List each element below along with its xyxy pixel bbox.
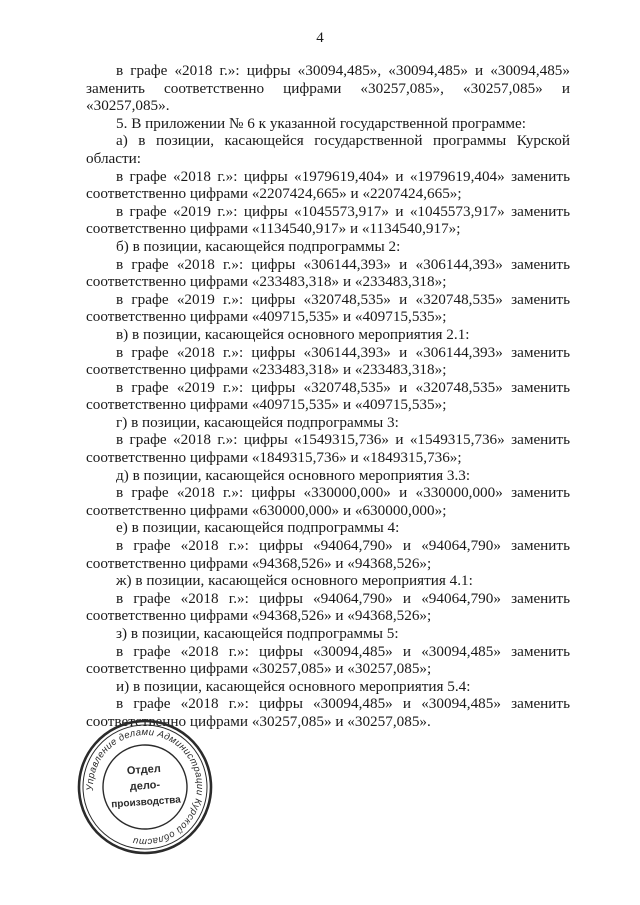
stamp-ring-text: Управление делами Администрации Курской области (84, 726, 206, 848)
paragraph: в графе «2019 г.»: цифры «1045573,917» и «1045573,917» заменить соответственно цифрами «1134540,917» и «1134540,917»; (86, 202, 570, 238)
paragraph: в графе «2018 г.»: цифры «306144,393» и «306144,393» заменить соответственно цифрами «233483,318» и «233483,318»; (86, 255, 570, 291)
paragraph: в графе «2018 г.»: цифры «30094,485» и «30094,485» заменить соответственно цифрами «30257,085» и «30257,085». (86, 695, 570, 730)
paragraph: в графе «2018 г.»: цифры «94064,790» и «94064,790» заменить соответственно цифрами «94368,526» и «94368,526»; (86, 537, 570, 572)
paragraph: в графе «2018 г.»: цифры «1549315,736» и «1549315,736» заменить соответственно цифрами «1849315,736» и «1849315,736»; (86, 431, 570, 467)
paragraph: в графе «2018 г.»: цифры «1979619,404» и «1979619,404» заменить соответственно цифрами «2207424,665» и «2207424,665»; (86, 167, 570, 203)
stamp-center-line2: дело- (129, 778, 161, 794)
paragraph: б) в позиции, касающейся подпрограммы 2: (116, 237, 401, 255)
office-stamp (76, 718, 214, 856)
paragraph: г) в позиции, касающейся подпрограммы 3: (116, 413, 399, 431)
paragraph: в графе «2019 г.»: цифры «320748,535» и «320748,535» заменить соответственно цифрами «409715,535» и «409715,535»; (86, 378, 570, 414)
document-body (86, 62, 570, 731)
stamp-graphic (76, 718, 214, 856)
paragraph: 5. В приложении № 6 к указанной государственной программе: (116, 114, 526, 132)
paragraph: е) в позиции, касающейся подпрограммы 4: (116, 519, 400, 537)
paragraph: в графе «2018 г.»: цифры «330000,000» и «330000,000» заменить соответственно цифрами «630000,000» и «630000,000»; (86, 484, 570, 519)
paragraph: ж) в позиции, касающейся основного мероприятия 4.1: (116, 572, 473, 590)
paragraph: в графе «2018 г.»: цифры «30094,485» и «30094,485» заменить соответственно цифрами «30257,085» и «30257,085»; (86, 642, 570, 678)
paragraph: и) в позиции, касающейся основного мероприятия 5.4: (116, 677, 471, 695)
paragraph: в графе «2019 г.»: цифры «320748,535» и «320748,535» заменить соответственно цифрами «409715,535» и «409715,535»; (86, 290, 570, 326)
paragraph: а) в позиции, касающейся государственной программы Курской области: (86, 132, 570, 167)
page-number: 4 (316, 30, 324, 46)
paragraph: в графе «2018 г.»: цифры «94064,790» и «94064,790» заменить соответственно цифрами «94368,526» и «94368,526»; (86, 589, 570, 625)
paragraph: з) в позиции, касающейся подпрограммы 5: (116, 625, 399, 642)
paragraph: в графе «2018 г.»: цифры «30094,485», «30094,485» и «30094,485» заменить соответственно цифрами «30257,085», «30257,085» и «30257,085». (86, 62, 570, 115)
paragraph: в графе «2018 г.»: цифры «306144,393» и «306144,393» заменить соответственно цифрами «233483,318» и «233483,318»; (86, 343, 570, 379)
paragraph: д) в позиции, касающейся основного мероприятия 3.3: (116, 466, 471, 484)
stamp-center-line1: Отдел (126, 762, 162, 778)
paragraph: в) в позиции, касающейся основного мероприятия 2.1: (116, 325, 470, 343)
stamp-center-line3: производства (110, 794, 182, 811)
